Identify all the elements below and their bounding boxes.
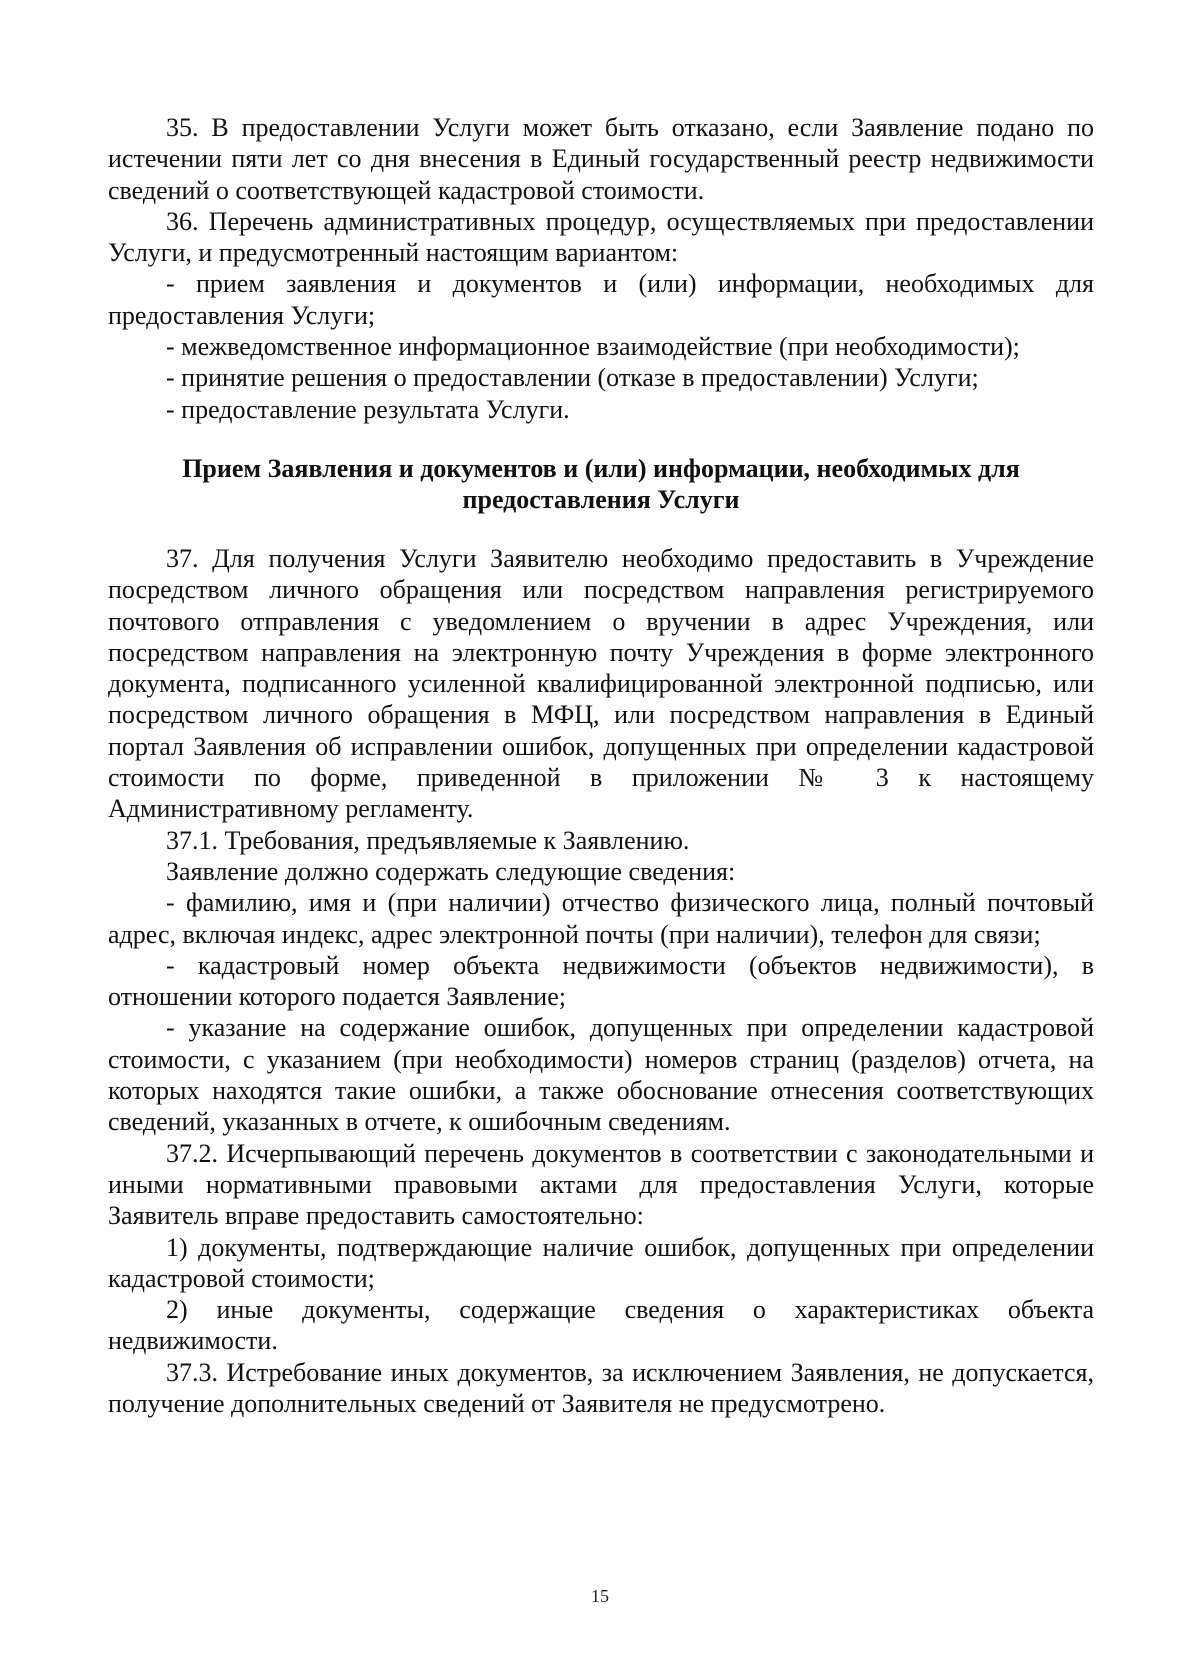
- paragraph-37-1: 37.1. Требования, предъявляемые к Заявлению.: [166, 825, 690, 855]
- page-number: 15: [591, 1586, 609, 1606]
- paragraph-37-3: 37.3. Истребование иных документов, за исключением Заявления, не допускается, получение дополнительных сведений от Заявителя не предусмотрено.: [108, 1357, 1094, 1418]
- list-item-cadastral-number: - кадастровый номер объекта недвижимости (объектов недвижимости), в отношении которого подается Заявление;: [108, 950, 1094, 1012]
- list-item-decision: - принятие решения о предоставлении (отказе в предоставлении) Услуги;: [166, 363, 979, 393]
- list-item-doc-1: 1) документы, подтверждающие наличие ошибок, допущенных при определении кадастровой стоимости;: [108, 1232, 1094, 1293]
- paragraph-37-2: 37.2. Исчерпывающий перечень документов в соответствии с законодательными и иными нормативными правовыми актами для предоставления Услуги, которые Заявитель вправе предоставить самостоятельно:: [108, 1138, 1094, 1231]
- list-item-errors: - указание на содержание ошибок, допущенных при определении кадастровой стоимости, с указанием (при необходимости) номеров страниц (разделов) отчета, на которых находятся такие ошибки, а также обоснование отнесения соответствующих сведений, указанных в отчете, к ошибочным сведениям.: [108, 1013, 1094, 1137]
- list-item-doc-2: 2) иные документы, содержащие сведения о характеристиках объекта недвижимости.: [108, 1295, 1094, 1356]
- section-heading: Прием Заявления и документов и (или) информации, необходимых для предоставления Услуги: [182, 453, 1020, 514]
- list-item-interagency: - межведомственное информационное взаимодействие (при необходимости);: [166, 332, 1020, 362]
- list-item-result: - предоставление результата Услуги.: [166, 394, 570, 424]
- document-page: [108, 112, 1094, 1419]
- list-item-personal-data: - фамилию, имя и (при наличии) отчество физического лица, полный почтовый адрес, включая индекс, адрес электронной почты (при наличии), телефон для связи;: [108, 888, 1094, 949]
- paragraph-37: 37. Для получения Услуги Заявителю необходимо предоставить в Учреждение посредством личного обращения или посредством направления регистрируемого почтового отправления с уведомлением о вручении в адрес Учреждения, или посредством направления на электронную почту Учреждения в форме электронного документа, подписанного усиленной квалифицированной электронной подписью, или посредством личного обращения в МФЦ, или посредством направления в Единый портал Заявления об исправлении ошибок, допущенных при определении кадастровой стоимости по форме, приведенной в приложении № 3 к настоящему Административному регламенту.: [108, 543, 1094, 824]
- list-item-reception: - прием заявления и документов и (или) информации, необходимых для предоставления Услуги;: [108, 269, 1094, 330]
- paragraph-35: 35. В предоставлении Услуги может быть отказано, если Заявление подано по истечении пяти лет со дня внесения в Единый государственный реестр недвижимости сведений о соответствующей кадастровой стоимости.: [108, 113, 1094, 205]
- paragraph-application-contents: Заявление должно содержать следующие сведения:: [166, 856, 736, 886]
- paragraph-36: 36. Перечень административных процедур, осуществляемых при предоставлении Услуги, и предусмотренный настоящим вариантом:: [108, 206, 1094, 268]
